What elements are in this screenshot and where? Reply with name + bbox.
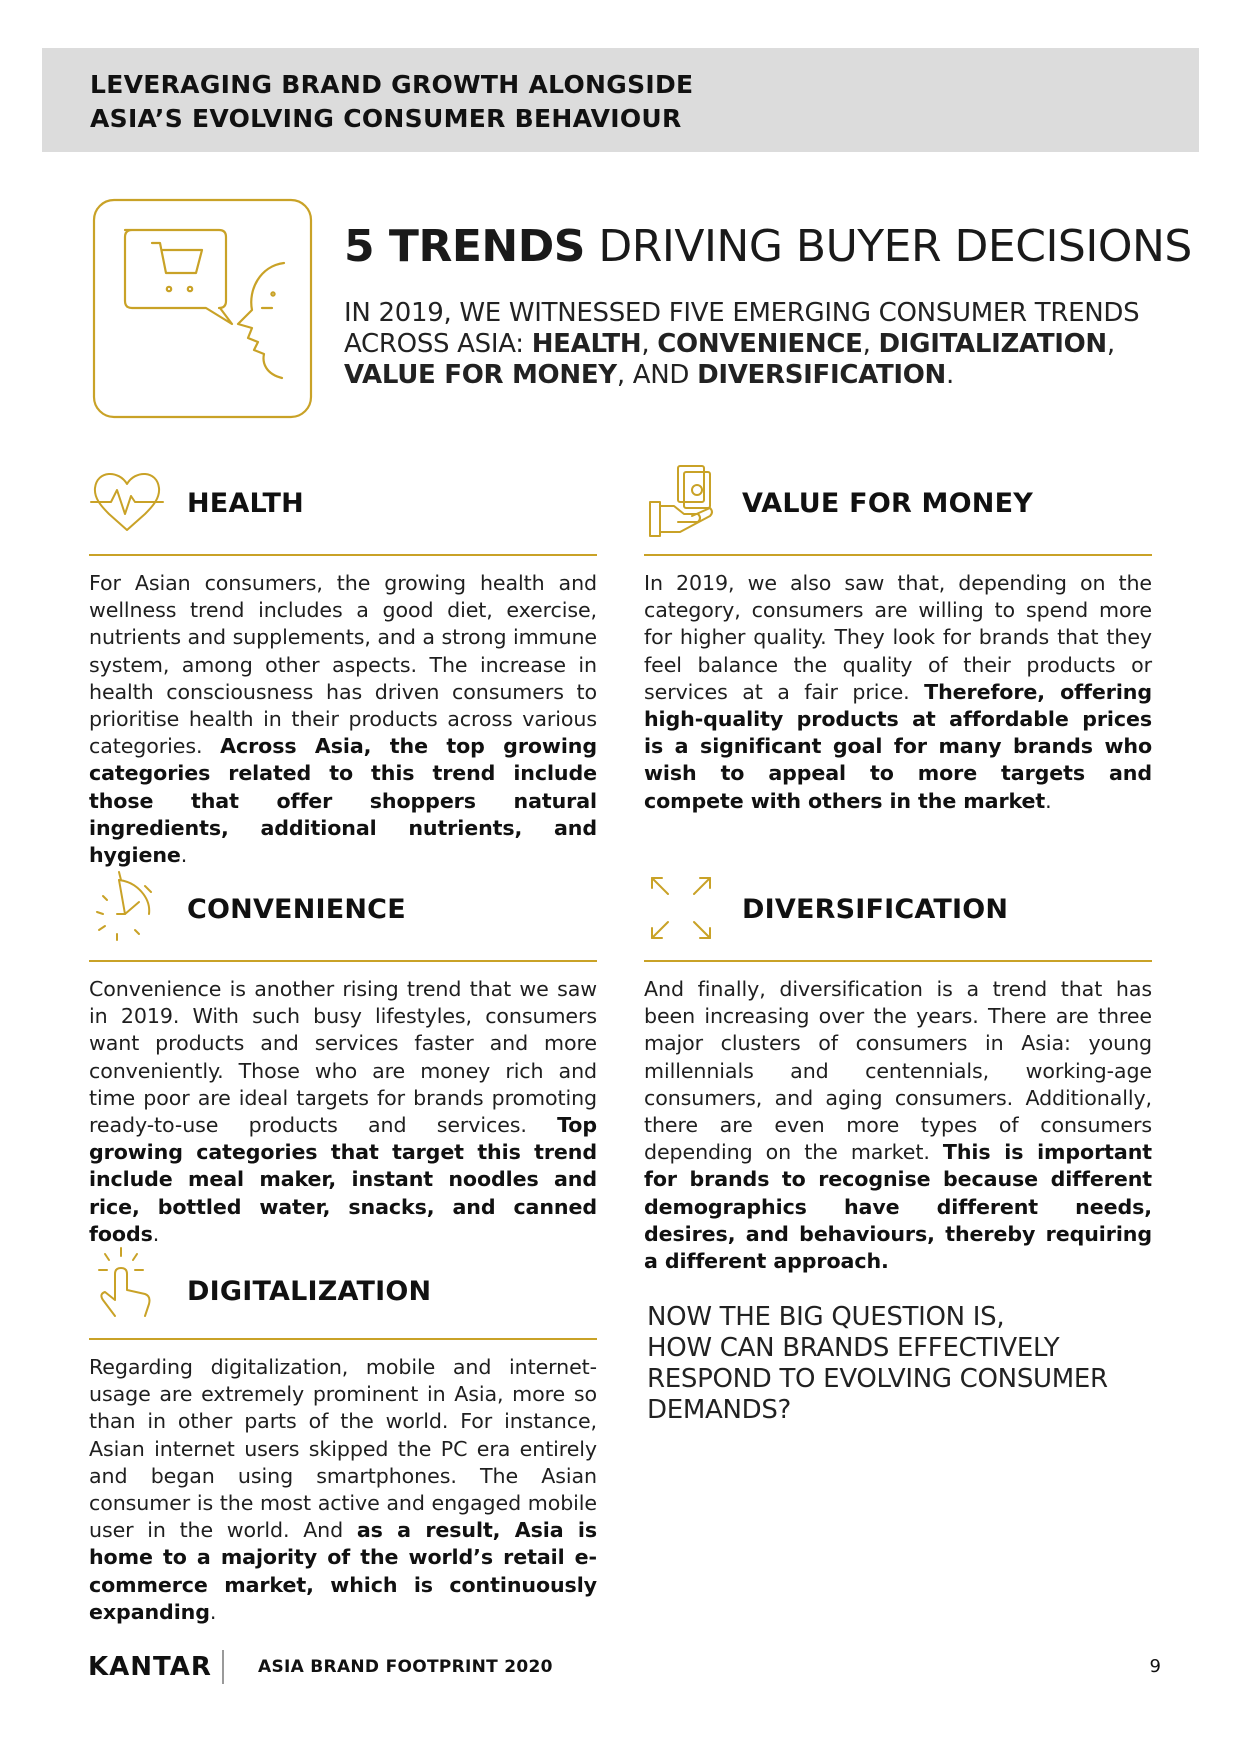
hero-sub-value: VALUE FOR MONEY	[344, 360, 617, 390]
digitalization-end: .	[209, 1599, 217, 1624]
section-convenience-title: CONVENIENCE	[187, 894, 406, 925]
diversification-text: And finally, diversification is a trend that has been increasing over the years. There are three major clusters of consumers in Asia: young millennials and centennials, working-age consumers, and aging consumers. Additionally, there are even more types of consumers depending on the market.	[644, 977, 1152, 1165]
hand-money-icon	[644, 462, 720, 542]
section-convenience-body	[89, 976, 597, 1248]
section-value-for-money	[644, 462, 1152, 815]
section-value-header	[644, 462, 1152, 556]
section-convenience-header	[89, 868, 597, 962]
hero-subtitle	[344, 298, 1164, 391]
health-text: For Asian consumers, the growing health and wellness trend includes a good diet, exercise, nutrients and supplements, and a strong immune system, among other aspects. The increase in health consciousness has driven consumers to prioritise health in their products across various categories.	[89, 571, 597, 759]
convenience-text: Convenience is another rising trend that we saw in 2019. With such busy lifestyles, consumers want products and services faster and more conveniently. Those who are money rich and time poor are ideal targets for brands promoting ready-to-use products and services.	[89, 977, 597, 1138]
header-line-1: LEVERAGING BRAND GROWTH ALONGSIDE	[90, 70, 694, 99]
value-highlight: Therefore, offering high-quality products at affordable prices is a significant goal for many brands who wish to appeal to more targets and compete with others in the market	[644, 679, 1152, 813]
expand-arrows-icon	[644, 868, 720, 948]
page-footer	[88, 1650, 1161, 1684]
hero-sub-text: IN 2019, WE WITNESSED FIVE EMERGING CONSUMER TRENDS ACROSS ASIA:	[344, 298, 1140, 359]
section-value-body	[644, 570, 1152, 815]
hero-sub-sep: ,	[641, 329, 658, 359]
section-digitalization-header	[89, 1246, 597, 1340]
hero-sub-sep: ,	[862, 329, 879, 359]
value-end: .	[1045, 788, 1052, 813]
question-line-4: DEMANDS?	[647, 1395, 792, 1425]
hero-sub-and: , AND	[616, 360, 698, 390]
footer-divider	[222, 1650, 224, 1684]
question-line-1: NOW THE BIG QUESTION IS,	[647, 1302, 1005, 1332]
digitalization-highlight: as a result, Asia is home to a majority of the world’s retail e-commerce market, which is continuously expanding	[89, 1518, 597, 1624]
section-value-title: VALUE FOR MONEY	[742, 488, 1033, 519]
section-convenience	[89, 868, 597, 1248]
hero-sub-health: HEALTH	[531, 329, 642, 359]
hero-sub-diversification: DIVERSIFICATION	[697, 360, 947, 390]
finger-tap-icon	[89, 1246, 165, 1326]
digitalization-text: Regarding digitalization, mobile and internet-usage are extremely prominent in Asia, more so than in other parts of the world. For instance, Asian internet users skipped the PC era entirely and began using smartphones. The Asian consumer is the most active and engaged mobile user in the world. And	[89, 1355, 597, 1543]
diversification-highlight: This is important for brands to recognise because different demographics have different needs, desires, and behaviours, thereby requiring a different approach.	[644, 1140, 1152, 1274]
section-health	[89, 462, 597, 869]
section-diversification-body	[644, 976, 1152, 1275]
hero-title-rest: DRIVING BUYER DECISIONS	[584, 221, 1192, 272]
convenience-end: .	[152, 1221, 160, 1246]
header-line-2: ASIA’S EVOLVING CONSUMER BEHAVIOUR	[90, 104, 682, 133]
shopping-cart-thought-icon	[92, 198, 313, 419]
health-end: .	[180, 843, 188, 868]
section-health-body	[89, 570, 597, 869]
convenience-highlight: Top growing categories that target this trend include meal maker, instant noodles and rice, bottled water, snacks, and canned foods	[89, 1113, 597, 1246]
section-health-title: HEALTH	[187, 488, 304, 519]
section-diversification	[644, 868, 1152, 1275]
hero-sub-digitalization: DIGITALIZATION	[878, 329, 1107, 359]
page-number: 9	[1149, 1656, 1161, 1677]
footer-report-title: ASIA BRAND FOOTPRINT 2020	[258, 1657, 553, 1677]
hero-sub-sep: ,	[1106, 329, 1115, 359]
header-band	[42, 48, 1199, 152]
section-digitalization	[89, 1246, 597, 1626]
section-digitalization-title: DIGITALIZATION	[187, 1276, 432, 1307]
hero-title	[344, 220, 1192, 274]
health-highlight: Across Asia, the top growing categories related to this trend include those that offer shoppers natural ingredients, additional nutrients, and hygiene	[89, 734, 598, 868]
value-text: In 2019, we also saw that, depending on the category, consumers are willing to spend more for higher quality. They look for brands that they feel balance the quality of their products or services at a fair price.	[644, 571, 1152, 704]
question-line-3: RESPOND TO EVOLVING CONSUMER	[647, 1364, 1108, 1394]
hero-title-bold: 5 TRENDS	[344, 221, 585, 272]
question-line-2: HOW CAN BRANDS EFFECTIVELY	[647, 1333, 1060, 1363]
section-digitalization-body	[89, 1354, 597, 1626]
kantar-logo: KANTAR	[88, 1652, 212, 1682]
hero-sub-convenience: CONVENIENCE	[657, 329, 863, 359]
section-health-header	[89, 462, 597, 556]
heart-pulse-icon	[89, 462, 165, 542]
closing-question	[647, 1302, 1187, 1426]
stopwatch-icon	[89, 868, 165, 948]
page-header-title	[90, 68, 693, 136]
hero-sub-end: .	[946, 360, 954, 390]
section-diversification-header	[644, 868, 1152, 962]
section-diversification-title: DIVERSIFICATION	[742, 894, 1009, 925]
